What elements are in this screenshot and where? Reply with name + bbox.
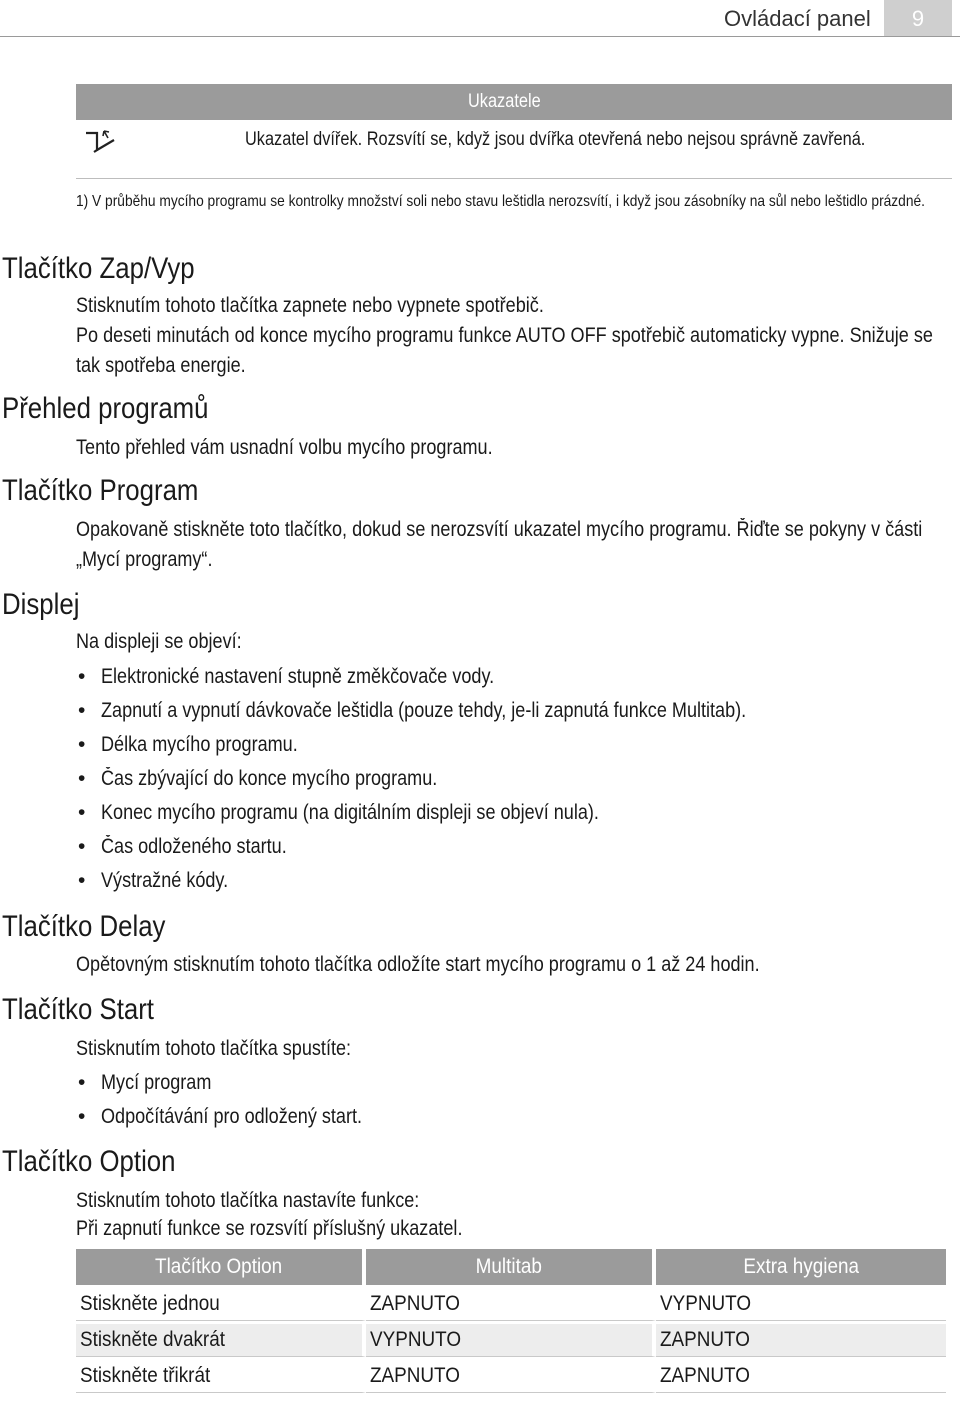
list-item: • Čas zbývající do konce mycího programu.: [76, 762, 956, 796]
table-row: [76, 1357, 946, 1393]
option-paragraph-1: Stisknutím tohoto tlačítka nastavíte funkce:: [76, 1189, 420, 1212]
table-header-cell: Extra hygiena: [656, 1249, 946, 1285]
overview-paragraph: Tento přehled vám usnadní volbu mycího programu.: [76, 436, 493, 459]
section-title-program: Tlačítko Program: [2, 474, 199, 507]
indicators-heading: Ukazatele: [468, 91, 541, 112]
indicator-door-description: Ukazatel dvířek. Rozsvítí se, když jsou dvířka otevřená nebo nejsou správně zavřená.: [245, 129, 866, 150]
header-rule: [0, 36, 960, 37]
section-title-delay: Tlačítko Delay: [2, 910, 166, 943]
option-paragraph-2: Při zapnutí funkce se rozsvítí příslušný ukazatel.: [76, 1217, 463, 1240]
page-header: [0, 0, 960, 40]
table-cell: ZAPNUTO: [656, 1321, 946, 1357]
list-item: • Odpočítávání pro odložený start.: [76, 1100, 956, 1134]
section-title-overview: Přehled programů: [2, 392, 209, 425]
start-list: [76, 1066, 956, 1134]
table-cell: Stiskněte dvakrát: [76, 1321, 366, 1357]
section-title-option: Tlačítko Option: [2, 1145, 176, 1178]
table-cell: Stiskněte jednou: [76, 1285, 366, 1321]
table-header-cell: Tlačítko Option: [76, 1249, 366, 1285]
table-row: [76, 1285, 946, 1321]
table-cell: VYPNUTO: [366, 1321, 656, 1357]
display-list: [76, 660, 956, 898]
list-item: • Čas odloženého startu.: [76, 830, 956, 864]
delay-paragraph: Opětovným stisknutím tohoto tlačítka odložíte start mycího programu o 1 až 24 hodin.: [76, 953, 760, 976]
display-intro: Na displeji se objeví:: [76, 630, 242, 653]
table-header-cell: Multitab: [366, 1249, 656, 1285]
table-row: [76, 1321, 946, 1357]
list-item: • Výstražné kódy.: [76, 864, 956, 898]
table-cell: ZAPNUTO: [366, 1357, 656, 1393]
start-intro: Stisknutím tohoto tlačítka spustíte:: [76, 1037, 352, 1060]
page-number-box: [884, 0, 952, 36]
list-item: • Délka mycího programu.: [76, 728, 956, 762]
section-title-display: Displej: [2, 588, 80, 621]
option-table: [76, 1249, 946, 1393]
door-open-icon: [84, 128, 116, 156]
indicators-footnote: 1) V průběhu mycího programu se kontrolky množství soli nebo stavu leštidla nerozsvítí, i když jsou zásobníky na sůl nebo leštidlo prázdné.: [76, 193, 925, 210]
list-item: • Konec mycího programu (na digitálním displeji se objeví nula).: [76, 796, 956, 830]
section-title-start: Tlačítko Start: [2, 993, 154, 1026]
table-cell: Stiskněte třikrát: [76, 1357, 366, 1393]
list-item: • Elektronické nastavení stupně změkčovače vody.: [76, 660, 956, 694]
list-item: • Mycí program: [76, 1066, 956, 1100]
table-header-row: [76, 1249, 946, 1285]
list-item: • Zapnutí a vypnutí dávkovače leštidla (pouze tehdy, je-li zapnutá funkce Multitab).: [76, 694, 956, 728]
onoff-paragraph-2: Po deseti minutách od konce mycího programu funkce AUTO OFF spotřebič automaticky vypne. Snižuje se tak spotřeba energie.: [76, 324, 933, 377]
header-title: Ovládací panel: [724, 6, 871, 31]
page-number: 9: [911, 6, 925, 31]
indicators-table-header: [76, 84, 952, 120]
table-cell: ZAPNUTO: [656, 1357, 946, 1393]
indicator-row-door: [76, 122, 952, 179]
onoff-paragraph-1: Stisknutím tohoto tlačítka zapnete nebo vypnete spotřebič.: [76, 294, 544, 317]
table-cell: ZAPNUTO: [366, 1285, 656, 1321]
table-cell: VYPNUTO: [656, 1285, 946, 1321]
program-paragraph: Opakovaně stiskněte toto tlačítko, dokud se nerozsvítí ukazatel mycího programu. Řiďte se pokyny v části „Mycí programy“.: [76, 518, 923, 571]
section-title-onoff: Tlačítko Zap/Vyp: [2, 252, 195, 285]
